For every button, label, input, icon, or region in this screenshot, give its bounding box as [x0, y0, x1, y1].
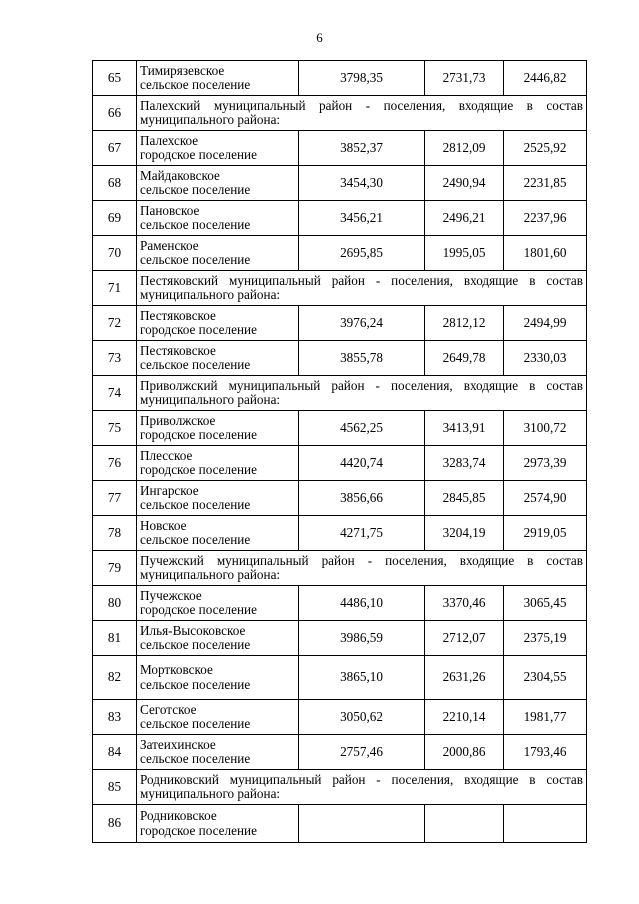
district-row — [93, 376, 587, 411]
row-number: 84 — [93, 735, 137, 770]
settlement-type-line: сельское поселение — [140, 716, 251, 731]
value-cell-v3: 3100,72 — [504, 411, 587, 446]
value-cell-v1: 3454,30 — [299, 166, 425, 201]
settlement-name — [137, 516, 299, 551]
row-number: 79 — [93, 551, 137, 586]
value-cell-v1: 4271,75 — [299, 516, 425, 551]
value-cell-v2: 2812,12 — [425, 306, 504, 341]
value-cell-v2 — [425, 805, 504, 843]
row-number: 73 — [93, 341, 137, 376]
value-cell-v1 — [299, 805, 425, 843]
settlement-type-line: сельское поселение — [140, 497, 251, 512]
settlement-type-line: сельское поселение — [140, 252, 251, 267]
settlement-name — [137, 236, 299, 271]
settlement-name — [137, 481, 299, 516]
settlement-name-line: Палехское — [140, 132, 199, 148]
settlement-name — [137, 341, 299, 376]
settlement-type-line: сельское поселение — [140, 676, 251, 692]
row-number: 71 — [93, 271, 137, 306]
row-number: 80 — [93, 586, 137, 621]
value-cell-v1: 4486,10 — [299, 586, 425, 621]
settlement-type-line: городское поселение — [140, 427, 257, 442]
value-cell-v1: 3856,66 — [299, 481, 425, 516]
settlement-name-line: Мортковское — [140, 662, 213, 677]
settlement-name-line: Новское — [140, 517, 187, 533]
value-cell-v1: 3852,37 — [299, 131, 425, 166]
table-row — [93, 236, 587, 271]
value-cell-v3 — [504, 805, 587, 843]
value-cell-v2: 2210,14 — [425, 700, 504, 735]
settlement-type-line: городское поселение — [140, 147, 257, 162]
settlement-name-line: Плесское — [140, 447, 193, 463]
row-number: 82 — [93, 656, 137, 700]
settlement-name — [137, 446, 299, 481]
settlement-type-line: сельское поселение — [140, 217, 251, 232]
row-number: 69 — [93, 201, 137, 236]
value-cell-v1: 3798,35 — [299, 61, 425, 96]
table-row — [93, 516, 587, 551]
row-number: 68 — [93, 166, 137, 201]
row-number: 65 — [93, 61, 137, 96]
table-row — [93, 131, 587, 166]
value-cell-v3: 2237,96 — [504, 201, 587, 236]
value-cell-v1: 4562,25 — [299, 411, 425, 446]
value-cell-v1: 3456,21 — [299, 201, 425, 236]
value-cell-v2: 2812,09 — [425, 131, 504, 166]
value-cell-v3: 2446,82 — [504, 61, 587, 96]
value-cell-v3: 2231,85 — [504, 166, 587, 201]
settlement-type-line: городское поселение — [140, 322, 257, 337]
district-heading: Палехский муниципальный район - поселения, входящие в состав муниципального района: — [137, 96, 587, 131]
row-number: 85 — [93, 770, 137, 805]
row-number: 83 — [93, 700, 137, 735]
settlement-type-line: сельское поселение — [140, 637, 251, 652]
settlements-table — [92, 60, 587, 843]
table-row — [93, 621, 587, 656]
value-cell-v2: 3413,91 — [425, 411, 504, 446]
value-cell-v3: 2494,99 — [504, 306, 587, 341]
row-number: 75 — [93, 411, 137, 446]
district-heading: Родниковский муниципальный район - поселения, входящие в состав муниципального района: — [137, 770, 587, 805]
settlement-name-line: Пановское — [140, 202, 200, 218]
settlement-name-line: Затеихинское — [140, 736, 216, 752]
row-number: 66 — [93, 96, 137, 131]
value-cell-v3: 2304,55 — [504, 656, 587, 700]
settlement-type-line: сельское поселение — [140, 532, 251, 547]
district-row — [93, 551, 587, 586]
table-row — [93, 700, 587, 735]
table-row — [93, 61, 587, 96]
row-number: 78 — [93, 516, 137, 551]
value-cell-v3: 2330,03 — [504, 341, 587, 376]
value-cell-v3: 2525,92 — [504, 131, 587, 166]
settlement-name-line: Илья-Высоковское — [140, 622, 246, 638]
value-cell-v2: 2712,07 — [425, 621, 504, 656]
row-number: 77 — [93, 481, 137, 516]
table-row — [93, 481, 587, 516]
settlement-name-line: Пестяковское — [140, 307, 216, 323]
row-number: 86 — [93, 805, 137, 843]
settlement-name — [137, 656, 299, 700]
table-row — [93, 201, 587, 236]
settlement-type-line: сельское поселение — [140, 77, 251, 92]
value-cell-v3: 2574,90 — [504, 481, 587, 516]
value-cell-v2: 2631,26 — [425, 656, 504, 700]
value-cell-v3: 2375,19 — [504, 621, 587, 656]
settlement-name — [137, 166, 299, 201]
table-row — [93, 411, 587, 446]
settlement-name-line: Родниковское — [140, 808, 217, 823]
row-number: 70 — [93, 236, 137, 271]
value-cell-v1: 2757,46 — [299, 735, 425, 770]
value-cell-v2: 2490,94 — [425, 166, 504, 201]
settlement-name — [137, 805, 299, 843]
value-cell-v1: 3986,59 — [299, 621, 425, 656]
settlement-name-line: Сеготское — [140, 701, 197, 717]
value-cell-v3: 2919,05 — [504, 516, 587, 551]
settlement-name-line: Тимирязевское — [140, 62, 225, 78]
table-row — [93, 341, 587, 376]
value-cell-v2: 2649,78 — [425, 341, 504, 376]
page-number: 6 — [316, 30, 323, 45]
district-row — [93, 96, 587, 131]
row-number: 74 — [93, 376, 137, 411]
settlement-type-line: городское поселение — [140, 602, 257, 617]
value-cell-v1: 2695,85 — [299, 236, 425, 271]
value-cell-v2: 2731,73 — [425, 61, 504, 96]
settlement-type-line: городское поселение — [140, 462, 257, 477]
table-row — [93, 735, 587, 770]
table-row — [93, 656, 587, 700]
settlement-name — [137, 201, 299, 236]
settlement-name — [137, 61, 299, 96]
district-row — [93, 271, 587, 306]
settlement-name-line: Приволжское — [140, 412, 216, 428]
row-number: 67 — [93, 131, 137, 166]
settlement-type-line: сельское поселение — [140, 751, 251, 766]
value-cell-v3: 1793,46 — [504, 735, 587, 770]
value-cell-v3: 3065,45 — [504, 586, 587, 621]
value-cell-v1: 3050,62 — [299, 700, 425, 735]
value-cell-v2: 2496,21 — [425, 201, 504, 236]
settlement-name — [137, 306, 299, 341]
district-heading: Приволжский муниципальный район - поселения, входящие в состав муниципального района: — [137, 376, 587, 411]
settlement-name — [137, 621, 299, 656]
value-cell-v1: 3865,10 — [299, 656, 425, 700]
settlement-name-line: Пучежское — [140, 587, 202, 603]
settlement-name — [137, 735, 299, 770]
value-cell-v1: 3855,78 — [299, 341, 425, 376]
table-row — [93, 805, 587, 843]
value-cell-v2: 1995,05 — [425, 236, 504, 271]
table-row — [93, 166, 587, 201]
value-cell-v2: 2845,85 — [425, 481, 504, 516]
settlement-name — [137, 131, 299, 166]
settlement-type-line: сельское поселение — [140, 182, 251, 197]
district-row — [93, 770, 587, 805]
settlement-name — [137, 411, 299, 446]
value-cell-v2: 3204,19 — [425, 516, 504, 551]
settlement-name-line: Раменское — [140, 237, 199, 253]
table-row — [93, 306, 587, 341]
settlement-name-line: Пестяковское — [140, 342, 216, 358]
district-heading: Пучежский муниципальный район - поселения, входящие в состав муниципального района: — [137, 551, 587, 586]
row-number: 76 — [93, 446, 137, 481]
settlement-name-line: Майдаковское — [140, 167, 220, 183]
settlement-name — [137, 700, 299, 735]
value-cell-v3: 2973,39 — [504, 446, 587, 481]
table-row — [93, 586, 587, 621]
value-cell-v2: 2000,86 — [425, 735, 504, 770]
settlement-type-line: городское поселение — [140, 822, 257, 838]
district-heading: Пестяковский муниципальный район - поселения, входящие в состав муниципального района: — [137, 271, 587, 306]
value-cell-v1: 4420,74 — [299, 446, 425, 481]
settlement-name-line: Ингарское — [140, 482, 199, 498]
value-cell-v3: 1801,60 — [504, 236, 587, 271]
row-number: 81 — [93, 621, 137, 656]
value-cell-v2: 3370,46 — [425, 586, 504, 621]
settlement-name — [137, 586, 299, 621]
value-cell-v3: 1981,77 — [504, 700, 587, 735]
row-number: 72 — [93, 306, 137, 341]
value-cell-v1: 3976,24 — [299, 306, 425, 341]
table-row — [93, 446, 587, 481]
value-cell-v2: 3283,74 — [425, 446, 504, 481]
settlement-type-line: сельское поселение — [140, 357, 251, 372]
